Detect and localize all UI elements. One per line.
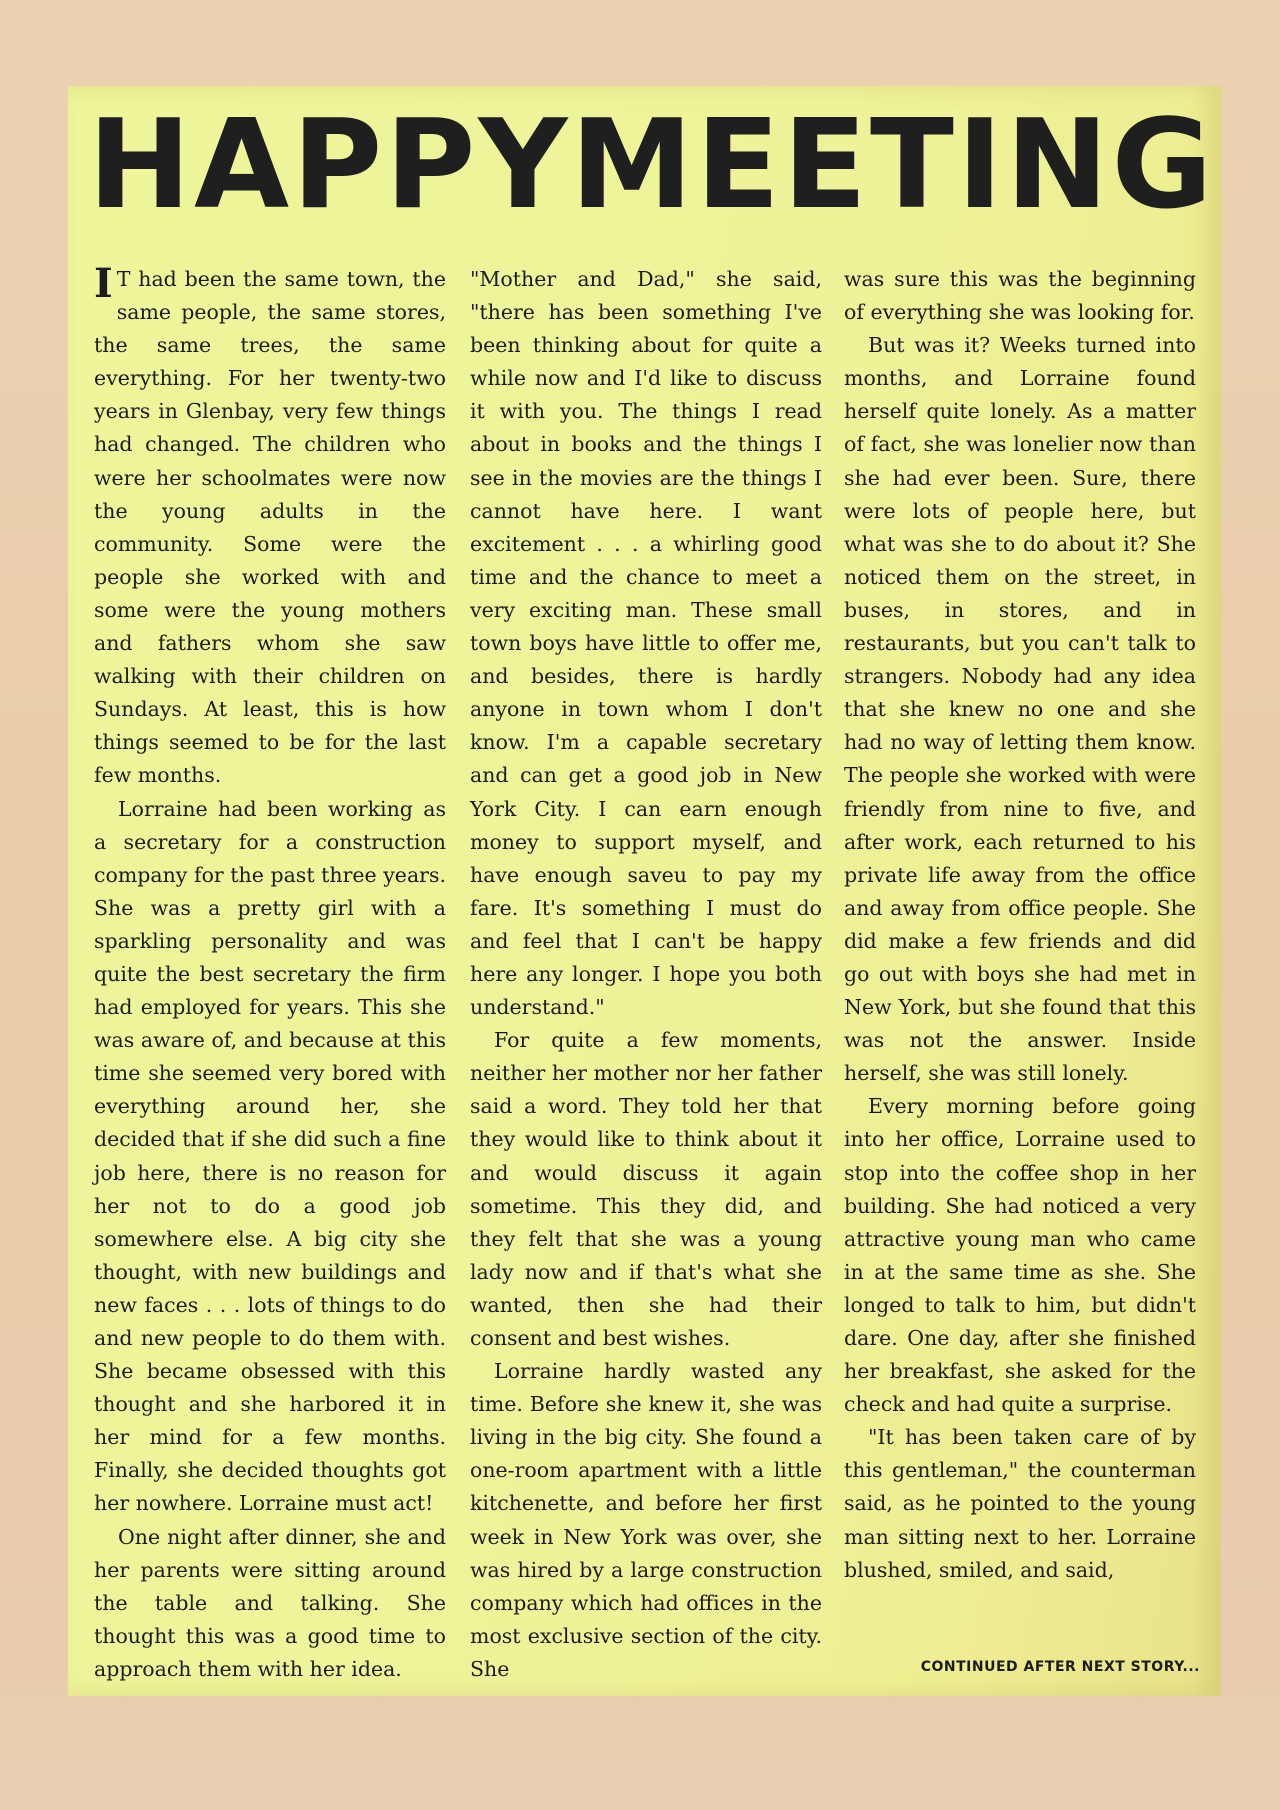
text-column-2	[470, 263, 822, 1686]
paragraph: But was it? Weeks turned into months, and Lorraine found herself quite lonely. As a matter of fact, she was lonelier now than she had ever been. Sure, there were lots of people here, but what was she to do about it? She noticed them on the street, in buses, in stores, and in restaurants, but you can't talk to strangers. Nobody had any idea that she knew no one and she had no way of letting them know. The people she worked with were friendly from nine to five, and after work, each returned to his private life away from the office and away from office people. She did make a few friends and did go out with boys she had met in New York, but she found that this was not the answer. Inside herself, she was still lonely.	[844, 333, 1196, 1086]
title-word: MEETING	[570, 94, 1216, 237]
paragraph: I T had been the same town, the same people, the same stores, the same trees, the same everything. For her twenty-two years in Glenbay, very few things had changed. The children who were her schoolmates were now the young adults in the community. Some were the people she worked with and some were the young mothers and fathers whom she saw walking with their children on Sundays. At least, this is how things seemed to be for the last few months.	[94, 260, 446, 788]
paragraph: was sure this was the beginning of everything she was looking for.	[844, 267, 1196, 325]
title-word: HAPPY	[88, 94, 571, 237]
paragraph: "Mother and Dad," she said, "there has been something I've been thinking about for quite a while now and I'd like to discuss it with you. The things I read about in books and the things I see in the movies are the things I cannot have here. I want excitement . . . a whirling good time and the chance to meet a very exciting man. These small town boys have little to offer me, and besides, there is hardly anyone in town whom I don't know. I'm a capable secretary and can get a good job in New York City. I can earn enough money to support myself, and have enough saveu to pay my fare. It's something I must do and feel that I can't be happy here any longer. I hope you both understand."	[470, 267, 822, 1020]
paragraph: For quite a few moments, neither her mother nor her father said a word. They told her that they would like to think about it and would discuss it again sometime. This they did, and they felt that she was a young lady now and if that's what she wanted, then she had their consent and best wishes.	[470, 1028, 822, 1350]
text-column-3	[844, 263, 1196, 1587]
paragraph: Lorraine had been working as a secretary for a construction company for the past three years. She was a pretty girl with a sparkling personality and was quite the best secretary the firm had employed for years. This she was aware of, and because at this time she seemed very bored with everything around her, she decided that if she did such a fine job here, there is no reason for her not to do a good job somewhere else. A big city she thought, with new buildings and new faces . . . lots of things to do and new people to do them with. She became obsessed with this thought and she harbored it in her mind for a few months. Finally, she decided thoughts got her nowhere. Lorraine must act!	[94, 796, 446, 1516]
text-column-1	[94, 260, 446, 1686]
story-title	[88, 94, 1216, 237]
paragraph: Lorraine hardly wasted any time. Before she knew it, she was living in the big city. She found a one-room apartment with a little kitchenette, and before her first week in New York was over, she was hired by a large construction company which had offices in the most exclusive section of the city. She	[470, 1359, 822, 1681]
paragraph: "It has been taken care of by this gentleman," the counterman said, as he pointed to the young man sitting next to her. Lorraine blushed, smiled, and said,	[844, 1425, 1196, 1582]
paragraph: Every morning before going into her office, Lorraine used to stop into the coffee shop in her building. She had noticed a very attractive young man who came in at the same time as she. She longed to talk to him, but didn't dare. One day, after she finished her breakfast, she asked for the check and had quite a surprise.	[844, 1094, 1196, 1417]
drop-cap: I	[94, 260, 113, 307]
paragraph: One night after dinner, she and her parents were sitting around the table and talking. She thought this was a good time to approach them with her idea.	[94, 1524, 446, 1681]
continued-note: CONTINUED AFTER NEXT STORY...	[920, 1659, 1200, 1675]
